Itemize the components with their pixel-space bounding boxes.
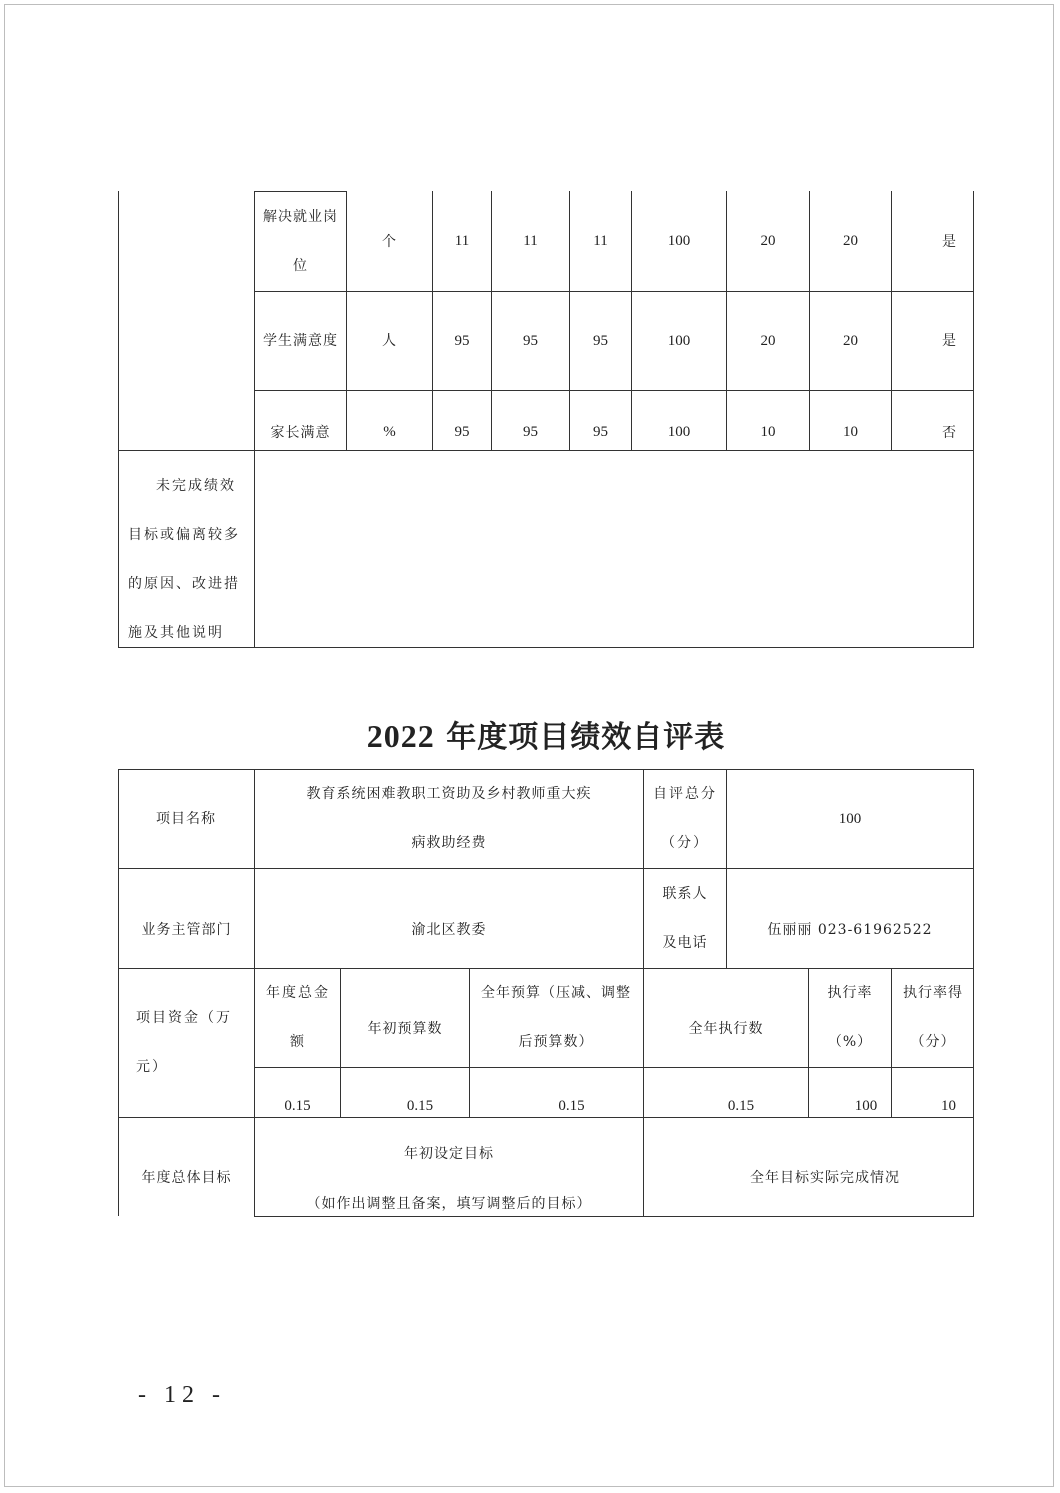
funds-header-adjusted: 全年预算（压减、调整后预算数） — [481, 985, 631, 1050]
unit-cell: % — [383, 424, 396, 440]
contact-value: 伍丽丽 023-61962522 — [767, 921, 933, 938]
value-cell: 100 — [667, 332, 691, 349]
reason-label: 未完成绩效目标或偏离较多的原因、改进措施及其他说明 — [128, 478, 240, 641]
value-cell: 11 — [593, 233, 608, 249]
project-name-value: 教育系统困难教职工资助及乡村教师重大疾病救助经费 — [306, 786, 592, 851]
value-cell: 10 — [760, 424, 776, 440]
indicator-cell: 解决就业岗位 — [263, 208, 338, 274]
funds-value-executed: 0.15 — [727, 1098, 755, 1114]
unit-cell: 人 — [382, 333, 397, 349]
funds-header-initial: 年初预算数 — [367, 1021, 443, 1037]
funds-label: 项目资金（万元） — [136, 1010, 232, 1075]
completed-cell: 是 — [942, 233, 957, 250]
value-cell: 20 — [843, 233, 858, 249]
funds-header-executed: 全年执行数 — [688, 1021, 764, 1037]
page-title: 2022 年度项目绩效自评表 — [366, 718, 726, 755]
indicator-cell: 学生满意度 — [263, 332, 338, 349]
funds-value-rate: 100 — [854, 1098, 878, 1114]
unit-cell: 个 — [382, 233, 397, 250]
goal-set-line1: 年初设定目标 — [404, 1146, 494, 1162]
self-score-label: 自评总分（分） — [653, 786, 717, 851]
value-cell: 95 — [523, 424, 538, 440]
value-cell: 20 — [760, 233, 776, 249]
funds-value-total: 0.15 — [284, 1098, 311, 1114]
value-cell: 10 — [843, 424, 858, 440]
goal-set-line2: （如作出调整且备案，填写调整后的目标） — [306, 1196, 592, 1212]
goal-label: 年度总体目标 — [141, 1170, 232, 1186]
value-cell: 95 — [454, 332, 470, 349]
completed-cell: 否 — [942, 425, 957, 441]
completed-cell: 是 — [942, 333, 957, 349]
value-cell: 20 — [843, 332, 858, 349]
funds-value-initial: 0.15 — [406, 1098, 434, 1114]
funds-value-adjusted: 0.15 — [558, 1098, 585, 1114]
value-cell: 11 — [523, 233, 538, 249]
value-cell: 100 — [667, 424, 691, 440]
value-cell: 95 — [593, 424, 608, 440]
value-cell: 100 — [667, 233, 691, 249]
reason-value — [255, 451, 973, 647]
value-cell: 95 — [454, 424, 470, 440]
funds-header-rate-score: 执行率得（分） — [903, 985, 963, 1050]
value-cell: 95 — [523, 332, 538, 349]
page-number: - 12 - — [138, 1382, 226, 1408]
dept-value: 渝北区教委 — [411, 921, 487, 938]
funds-header-rate: 执行率（%） — [827, 985, 873, 1050]
indicator-cell: 家长满意 — [270, 425, 331, 441]
project-name-label: 项目名称 — [156, 810, 216, 827]
contact-label: 联系人及电话 — [662, 885, 708, 951]
value-cell: 95 — [593, 332, 608, 349]
value-cell: 20 — [760, 332, 776, 349]
funds-header-total: 年度总金额 — [266, 985, 330, 1050]
goal-actual: 全年目标实际完成情况 — [750, 1170, 900, 1186]
funds-value-rate-score: 10 — [941, 1098, 956, 1114]
value-cell: 11 — [454, 233, 470, 249]
dept-label: 业务主管部门 — [141, 921, 232, 938]
self-score-value: 100 — [838, 810, 862, 827]
